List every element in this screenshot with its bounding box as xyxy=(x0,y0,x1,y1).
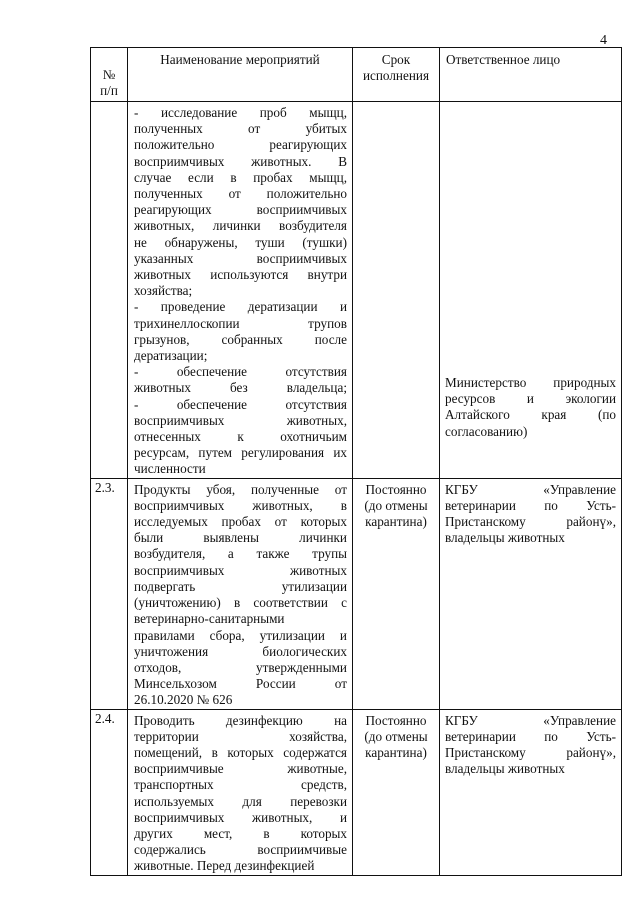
row-number: 2.4. xyxy=(91,709,128,875)
text-line: восприимчивых животных. В xyxy=(134,153,347,169)
text-line: - обеспечение отсутствия xyxy=(134,396,347,412)
header-number-line: № xyxy=(102,66,116,82)
text-line: животных используются внутри xyxy=(134,267,347,283)
text-line: используемых для перевозки xyxy=(134,793,347,809)
table-row xyxy=(91,102,622,479)
text-line: Пристанскому районү», xyxy=(445,514,616,530)
row-term xyxy=(353,102,440,479)
text-line: (до отмены xyxy=(364,728,428,744)
text-line: хозяйства; xyxy=(134,283,193,299)
table-row xyxy=(91,709,622,875)
header-term-line: Срок xyxy=(381,52,411,67)
text-line: ветеринарии по Усть- xyxy=(445,728,616,744)
text-line: отходов, утвержденными xyxy=(134,659,347,675)
text-line: ветеринарии по Усть- xyxy=(445,497,616,513)
text-line: Министерство природных xyxy=(445,375,616,390)
text-line: Алтайского края (по xyxy=(445,407,616,423)
text-line: восприимчивых животных, в xyxy=(134,497,347,513)
header-responsible: Ответственное лицо xyxy=(440,48,622,102)
text-line: содержались восприимчивые xyxy=(134,842,347,858)
text-line: согласованию) xyxy=(445,423,528,439)
text-line: численности xyxy=(134,461,206,477)
text-line: случае если в пробах мыщц, xyxy=(134,169,347,185)
text-line: владельцы животных xyxy=(445,530,565,546)
row-term xyxy=(353,709,440,875)
measures-table xyxy=(90,47,622,876)
text-line: (до отмены xyxy=(364,497,428,513)
text-line: отнесенных к охотничьим xyxy=(134,429,347,445)
text-line: территории хозяйства, xyxy=(134,728,347,744)
text-line: подвергать утилизации xyxy=(134,578,347,594)
text-line: полученных от положительно xyxy=(134,186,347,202)
text-line: восприимчивые животные, xyxy=(134,761,347,777)
row-term xyxy=(353,478,440,709)
text-line: животных без владельца; xyxy=(134,380,347,396)
text-line: - исследование проб мыщц, xyxy=(134,105,347,120)
header-number-line: п/п xyxy=(100,82,118,98)
text-line: - обеспечение отсутствия xyxy=(134,364,347,380)
text-line: ресурсам, путем регулирования их xyxy=(134,445,347,461)
text-line: владельцы животных xyxy=(445,761,565,777)
row-responsible xyxy=(440,709,622,875)
header-name: Наименование мероприятий xyxy=(128,48,353,102)
row-number: 2.3. xyxy=(91,478,128,709)
text-line: восприимчивых животных, и xyxy=(134,809,347,825)
header-term-line: исполнения xyxy=(362,68,430,84)
text-line: полученных от убитых xyxy=(134,121,347,137)
text-line: транспортных средств, xyxy=(134,777,347,793)
text-line: Пристанскому районү», xyxy=(445,744,616,760)
text-line: Постоянно xyxy=(365,712,427,728)
table-row xyxy=(91,478,622,709)
text-line: трихинеллоскопии трупов xyxy=(134,315,347,331)
table-header-row xyxy=(91,48,622,102)
row-responsible xyxy=(440,478,622,709)
row-measure xyxy=(128,709,353,875)
text-line: реагирующих восприимчивых xyxy=(134,202,347,218)
text-line: - проведение дератизации и xyxy=(134,299,347,315)
text-line: Постоянно xyxy=(365,481,427,497)
text-line: животные. Перед дезинфекцией xyxy=(134,858,315,874)
text-line: КГБУ «Управление xyxy=(445,481,616,497)
text-line: Продукты убоя, полученные от xyxy=(134,481,347,497)
row-measure xyxy=(128,478,353,709)
header-number xyxy=(91,48,128,102)
text-line: правилами сбора, утилизации и xyxy=(134,627,347,643)
text-line: животных, личинки возбудителя xyxy=(134,218,347,234)
text-line: исследуемых пробах от которых xyxy=(134,514,347,530)
text-line: карантина) xyxy=(365,514,427,530)
text-line: ветеринарно-санитарными xyxy=(134,611,285,627)
text-line: уничтожения биологических xyxy=(134,643,347,659)
row-measure xyxy=(128,102,353,479)
row-number xyxy=(91,102,128,479)
text-line: дератизации; xyxy=(134,348,208,364)
text-line: возбудителя, а также трупы xyxy=(134,546,347,562)
text-line: не обнаружены, туши (тушки) xyxy=(134,234,347,250)
text-line: восприимчивых животных, xyxy=(134,412,347,428)
cell-spacer xyxy=(445,105,616,375)
text-line: Минсельхозом России от xyxy=(134,676,347,692)
text-line: других мест, в которых xyxy=(134,825,347,841)
text-line: восприимчивых животных xyxy=(134,562,347,578)
text-line: КГБУ «Управление xyxy=(445,712,616,728)
text-line: указанных восприимчивых xyxy=(134,250,347,266)
text-line: Проводить дезинфекцию на xyxy=(134,712,347,728)
text-line: 26.10.2020 № 626 xyxy=(134,692,233,708)
text-line: карантина) xyxy=(365,744,427,760)
text-line: были выявлены личинки xyxy=(134,530,347,546)
text-line: (уничтожению) в соответствии с xyxy=(134,595,347,611)
text-line: положительно реагирующих xyxy=(134,137,347,153)
text-line: ресурсов и экологии xyxy=(445,391,616,407)
page-number: 4 xyxy=(600,33,607,48)
text-line: помещений, в которых содержатся xyxy=(134,744,347,760)
text-line: грызунов, собранных после xyxy=(134,331,347,347)
row-responsible xyxy=(440,102,622,479)
header-term xyxy=(353,48,440,102)
